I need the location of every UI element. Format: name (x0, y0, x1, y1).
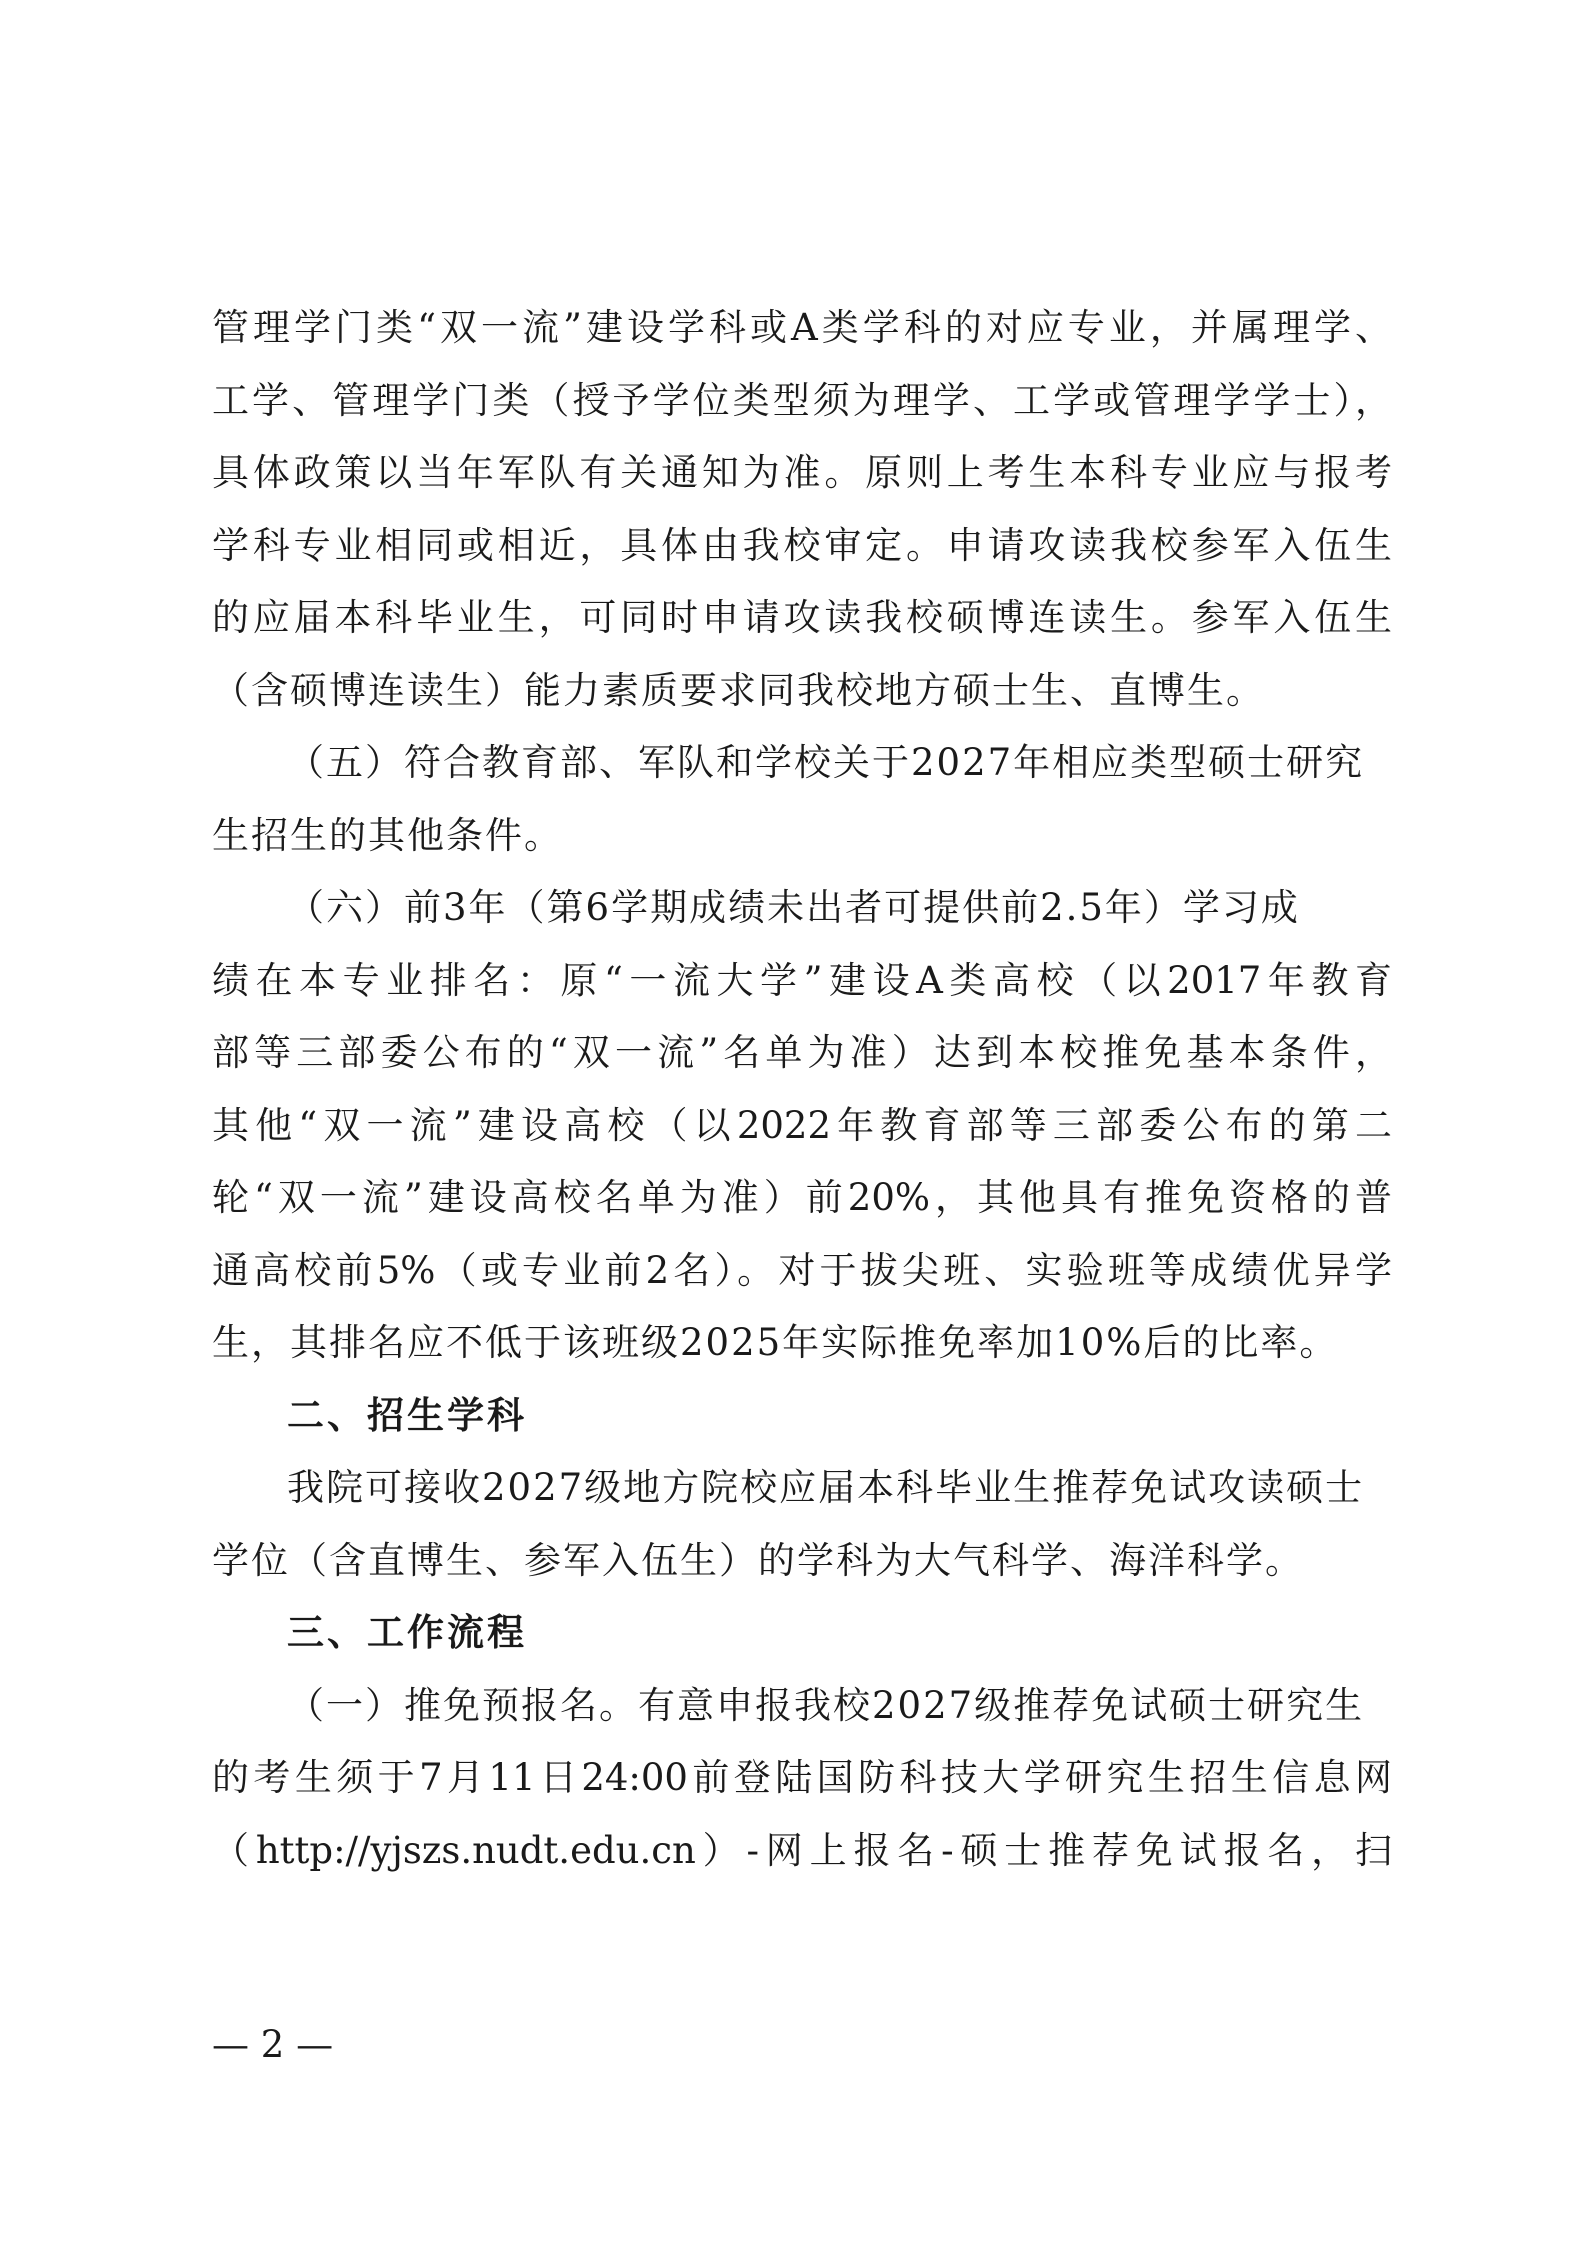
paragraph-line: （含硕博连读生）能力素质要求同我校地方硕士生、直博生。 (212, 668, 1265, 712)
paragraph-line: 生，其排名应不低于该班级2025年实际推免率加10%后的比率。 (212, 1321, 1339, 1364)
paragraph-line: 的考生须于7月11日24:00前登陆国防科技大学研究生招生信息网 (212, 1756, 1392, 1799)
section-heading: 三、工作流程 (287, 1611, 527, 1654)
paragraph-line: 管理学门类“双一流”建设学科或A类学科的对应专业，并属理学、 (212, 306, 1392, 349)
paragraph-line: （五）符合教育部、军队和学校关于2027年相应类型硕士研究 (287, 741, 1365, 784)
section-heading: 二、招生学科 (287, 1393, 527, 1437)
paragraph-line: （一）推免预报名。有意申报我校2027级推荐免试硕士研究生 (287, 1683, 1365, 1727)
paragraph-line: （六）前3年（第6学期成绩未出者可提供前2.5年）学习成 (287, 886, 1300, 929)
paragraph-line: 工学、管理学门类（授予学位类型须为理学、工学或管理学学士）， (212, 378, 1392, 422)
paragraph-line: 轮“双一流”建设高校名单为准）前20%，其他具有推免资格的普 (212, 1176, 1392, 1219)
document-body (212, 292, 1392, 1887)
paragraph-line: 其他“双一流”建设高校（以2022年教育部等三部委公布的第二 (212, 1103, 1392, 1147)
paragraph-line: 具体政策以当年军队有关通知为准。原则上考生本科专业应与报考 (212, 451, 1392, 494)
paragraph-line: 部等三部委公布的“双一流”名单为准）达到本校推免基本条件， (212, 1031, 1392, 1074)
page-number: — 2 — (212, 2023, 334, 2066)
paragraph-line: 生招生的其他条件。 (212, 813, 563, 857)
paragraph-line: 我院可接收2027级地方院校应届本科毕业生推荐免试攻读硕士 (287, 1466, 1365, 1509)
paragraph-line: 绩在本专业排名：原“一流大学”建设A类高校（以2017年教育 (212, 958, 1392, 1002)
paragraph-line: （http://yjszs.nudt.edu.cn）-网上报名-硕士推荐免试报名，扫 (212, 1828, 1392, 1872)
paragraph-line: 学位（含直博生、参军入伍生）的学科为大气科学、海洋科学。 (212, 1538, 1304, 1582)
paragraph-line: 学科专业相同或相近，具体由我校审定。申请攻读我校参军入伍生 (212, 523, 1392, 567)
paragraph-line: 的应届本科毕业生，可同时申请攻读我校硕博连读生。参军入伍生 (212, 596, 1392, 639)
paragraph-line: 通高校前5%（或专业前2名）。对于拔尖班、实验班等成绩优异学 (212, 1248, 1392, 1292)
